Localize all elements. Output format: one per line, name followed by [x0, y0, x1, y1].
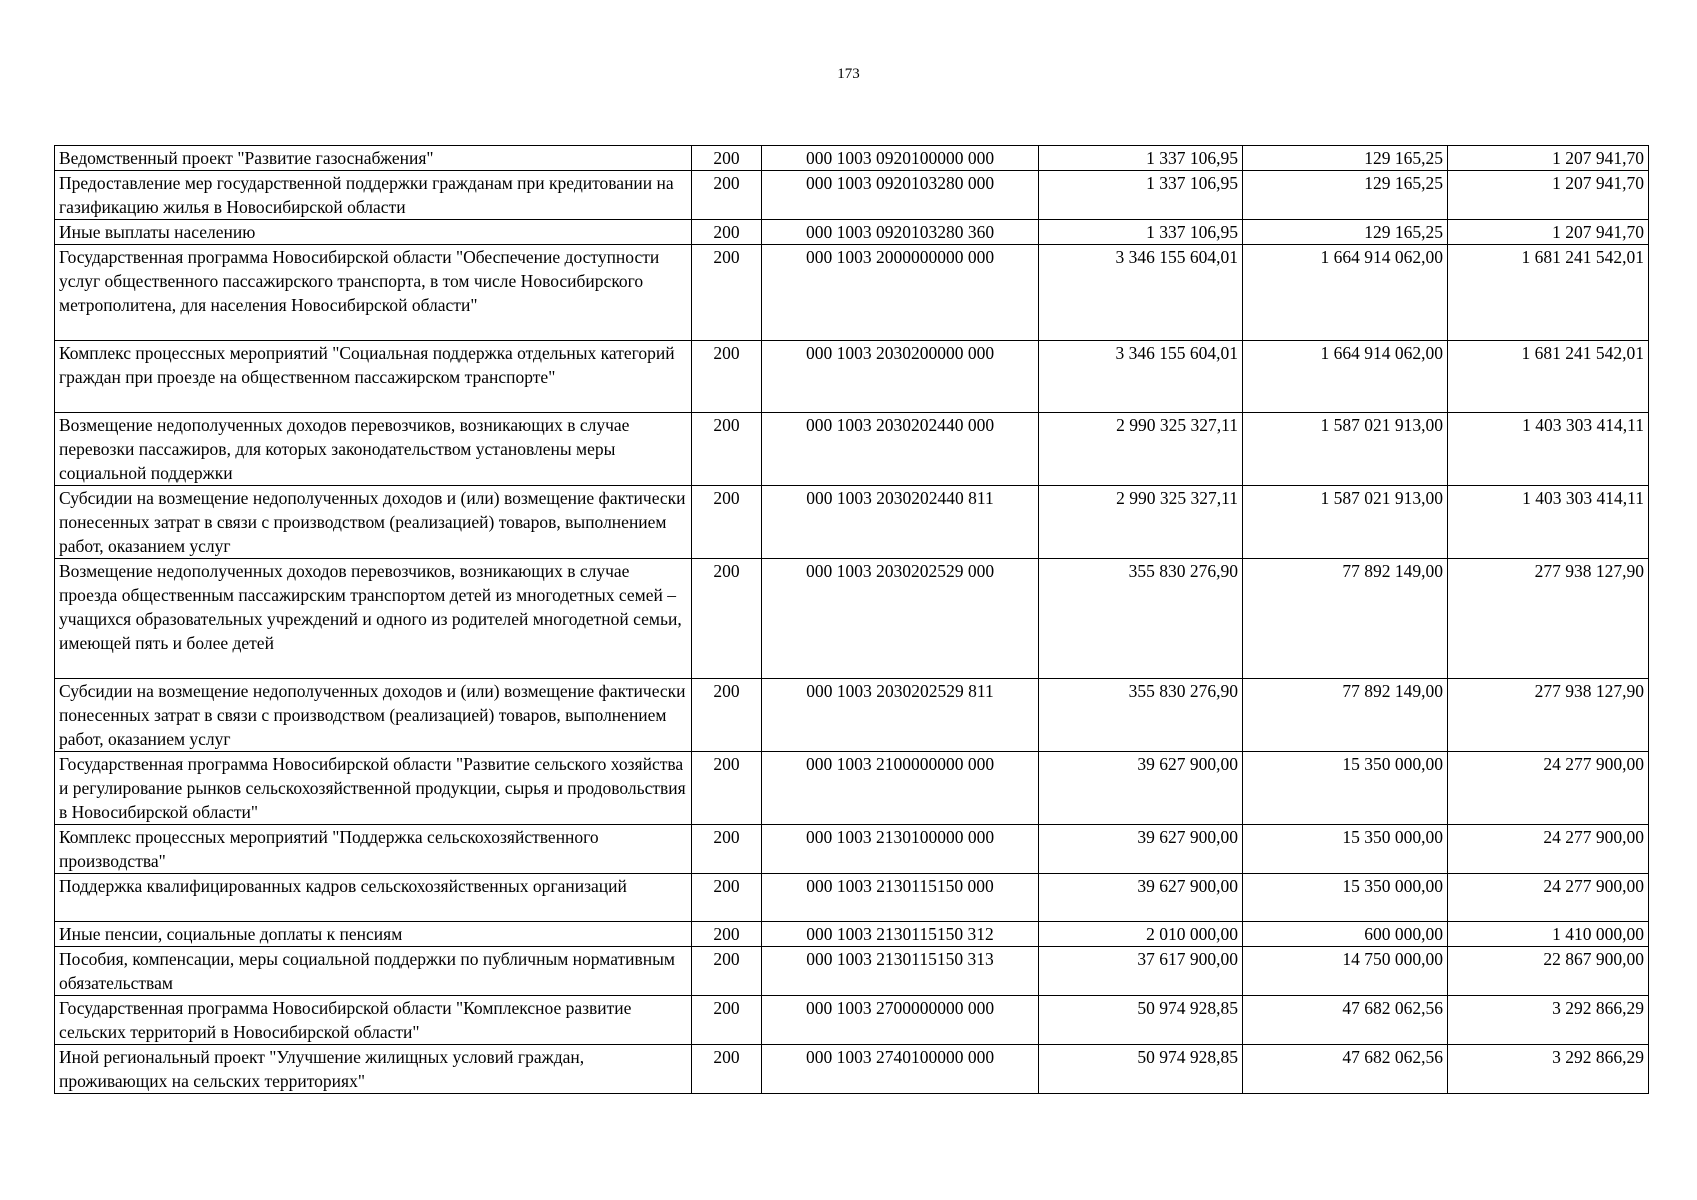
row-name: Возмещение недополученных доходов перевозчиков, возникающих в случае перевозки пассажиров, для которых законодательством установлены меры социальной поддержки — [55, 413, 692, 486]
row-value-3: 3 292 866,29 — [1448, 1045, 1649, 1094]
row-value-3: 24 277 900,00 — [1448, 825, 1649, 874]
row-value-3: 1 681 241 542,01 — [1448, 245, 1649, 341]
row-name: Пособия, компенсации, меры социальной поддержки по публичным нормативным обязательствам — [55, 947, 692, 996]
table-row — [55, 220, 1649, 245]
budget-table — [54, 145, 1649, 1094]
row-value-1: 2 010 000,00 — [1039, 922, 1243, 947]
row-name: Государственная программа Новосибирской области "Комплексное развитие сельских территорий в Новосибирской области" — [55, 996, 692, 1045]
row-name: Иной региональный проект "Улучшение жилищных условий граждан, проживающих на сельских территориях" — [55, 1045, 692, 1094]
row-value-1: 2 990 325 327,11 — [1039, 413, 1243, 486]
row-value-2: 47 682 062,56 — [1243, 1045, 1448, 1094]
row-value-2: 15 350 000,00 — [1243, 825, 1448, 874]
row-value-1: 50 974 928,85 — [1039, 1045, 1243, 1094]
row-code: 200 — [692, 947, 762, 996]
row-value-3: 277 938 127,90 — [1448, 679, 1649, 752]
row-kbk: 000 1003 2030200000 000 — [762, 341, 1039, 413]
row-value-3: 1 403 303 414,11 — [1448, 413, 1649, 486]
row-value-2: 14 750 000,00 — [1243, 947, 1448, 996]
table-row — [55, 486, 1649, 559]
row-value-3: 277 938 127,90 — [1448, 559, 1649, 679]
row-code: 200 — [692, 341, 762, 413]
row-value-2: 129 165,25 — [1243, 146, 1448, 171]
row-value-1: 37 617 900,00 — [1039, 947, 1243, 996]
row-code: 200 — [692, 752, 762, 825]
table-row — [55, 559, 1649, 679]
table-row — [55, 245, 1649, 341]
row-value-1: 355 830 276,90 — [1039, 559, 1243, 679]
table-row — [55, 146, 1649, 171]
row-value-1: 50 974 928,85 — [1039, 996, 1243, 1045]
table-row — [55, 413, 1649, 486]
row-value-3: 1 207 941,70 — [1448, 146, 1649, 171]
table-row — [55, 996, 1649, 1045]
row-name: Комплекс процессных мероприятий "Социальная поддержка отдельных категорий граждан при проезде на общественном пассажирском транспорте" — [55, 341, 692, 413]
row-kbk: 000 1003 2130100000 000 — [762, 825, 1039, 874]
row-value-3: 1 207 941,70 — [1448, 171, 1649, 220]
row-name: Возмещение недополученных доходов перевозчиков, возникающих в случае проезда общественным пассажирским транспортом детей из многодетных семей – учащихся образовательных учреждений и одного из родителей многодетной семьи, имеющей пять и более детей — [55, 559, 692, 679]
row-value-2: 77 892 149,00 — [1243, 679, 1448, 752]
row-value-1: 355 830 276,90 — [1039, 679, 1243, 752]
row-code: 200 — [692, 245, 762, 341]
row-value-3: 1 207 941,70 — [1448, 220, 1649, 245]
row-code: 200 — [692, 559, 762, 679]
row-name: Государственная программа Новосибирской области "Обеспечение доступности услуг общественного пассажирского транспорта, в том числе Новосибирского метрополитена, для населения Новосибирской области" — [55, 245, 692, 341]
row-kbk: 000 1003 2030202440 811 — [762, 486, 1039, 559]
row-name: Иные пенсии, социальные доплаты к пенсиям — [55, 922, 692, 947]
table-row — [55, 171, 1649, 220]
row-value-2: 1 664 914 062,00 — [1243, 341, 1448, 413]
row-value-2: 15 350 000,00 — [1243, 874, 1448, 922]
table-row — [55, 752, 1649, 825]
row-kbk: 000 1003 2030202440 000 — [762, 413, 1039, 486]
table-row — [55, 1045, 1649, 1094]
row-code: 200 — [692, 825, 762, 874]
row-value-2: 129 165,25 — [1243, 171, 1448, 220]
row-value-1: 1 337 106,95 — [1039, 220, 1243, 245]
table-row — [55, 341, 1649, 413]
row-value-2: 600 000,00 — [1243, 922, 1448, 947]
table-row — [55, 825, 1649, 874]
row-value-2: 1 664 914 062,00 — [1243, 245, 1448, 341]
row-kbk: 000 1003 0920103280 000 — [762, 171, 1039, 220]
row-value-1: 1 337 106,95 — [1039, 146, 1243, 171]
row-kbk: 000 1003 2130115150 000 — [762, 874, 1039, 922]
row-value-3: 22 867 900,00 — [1448, 947, 1649, 996]
row-code: 200 — [692, 486, 762, 559]
row-code: 200 — [692, 922, 762, 947]
row-kbk: 000 1003 2100000000 000 — [762, 752, 1039, 825]
row-code: 200 — [692, 679, 762, 752]
row-value-2: 129 165,25 — [1243, 220, 1448, 245]
table-row — [55, 922, 1649, 947]
row-value-2: 15 350 000,00 — [1243, 752, 1448, 825]
row-kbk: 000 1003 2740100000 000 — [762, 1045, 1039, 1094]
row-name: Субсидии на возмещение недополученных доходов и (или) возмещение фактически понесенных затрат в связи с производством (реализацией) товаров, выполнением работ, оказанием услуг — [55, 679, 692, 752]
row-value-1: 1 337 106,95 — [1039, 171, 1243, 220]
row-value-3: 1 681 241 542,01 — [1448, 341, 1649, 413]
row-kbk: 000 1003 2130115150 312 — [762, 922, 1039, 947]
row-value-3: 1 403 303 414,11 — [1448, 486, 1649, 559]
row-kbk: 000 1003 2700000000 000 — [762, 996, 1039, 1045]
row-value-2: 47 682 062,56 — [1243, 996, 1448, 1045]
row-value-2: 1 587 021 913,00 — [1243, 486, 1448, 559]
table-row — [55, 874, 1649, 922]
row-value-1: 39 627 900,00 — [1039, 874, 1243, 922]
row-name: Субсидии на возмещение недополученных доходов и (или) возмещение фактически понесенных затрат в связи с производством (реализацией) товаров, выполнением работ, оказанием услуг — [55, 486, 692, 559]
row-kbk: 000 1003 2030202529 000 — [762, 559, 1039, 679]
row-value-3: 24 277 900,00 — [1448, 752, 1649, 825]
row-value-1: 3 346 155 604,01 — [1039, 341, 1243, 413]
row-value-1: 39 627 900,00 — [1039, 825, 1243, 874]
row-kbk: 000 1003 0920103280 360 — [762, 220, 1039, 245]
row-code: 200 — [692, 220, 762, 245]
row-value-2: 77 892 149,00 — [1243, 559, 1448, 679]
row-code: 200 — [692, 996, 762, 1045]
row-kbk: 000 1003 0920100000 000 — [762, 146, 1039, 171]
row-value-3: 1 410 000,00 — [1448, 922, 1649, 947]
row-name: Комплекс процессных мероприятий "Поддержка сельскохозяйственного производства" — [55, 825, 692, 874]
row-kbk: 000 1003 2130115150 313 — [762, 947, 1039, 996]
row-code: 200 — [692, 146, 762, 171]
row-kbk: 000 1003 2030202529 811 — [762, 679, 1039, 752]
row-code: 200 — [692, 413, 762, 486]
row-name: Предоставление мер государственной поддержки гражданам при кредитовании на газификацию жилья в Новосибирской области — [55, 171, 692, 220]
row-name: Государственная программа Новосибирской области "Развитие сельского хозяйства и регулирование рынков сельскохозяйственной продукции, сырья и продовольствия в Новосибирской области" — [55, 752, 692, 825]
row-code: 200 — [692, 171, 762, 220]
row-value-2: 1 587 021 913,00 — [1243, 413, 1448, 486]
row-value-1: 39 627 900,00 — [1039, 752, 1243, 825]
row-code: 200 — [692, 874, 762, 922]
table-row — [55, 947, 1649, 996]
row-name: Иные выплаты населению — [55, 220, 692, 245]
row-name: Ведомственный проект "Развитие газоснабжения" — [55, 146, 692, 171]
row-value-1: 2 990 325 327,11 — [1039, 486, 1243, 559]
row-code: 200 — [692, 1045, 762, 1094]
row-value-3: 24 277 900,00 — [1448, 874, 1649, 922]
row-value-3: 3 292 866,29 — [1448, 996, 1649, 1045]
table-row — [55, 679, 1649, 752]
row-kbk: 000 1003 2000000000 000 — [762, 245, 1039, 341]
page-number: 173 — [837, 66, 860, 82]
row-name: Поддержка квалифицированных кадров сельскохозяйственных организаций — [55, 874, 692, 922]
row-value-1: 3 346 155 604,01 — [1039, 245, 1243, 341]
